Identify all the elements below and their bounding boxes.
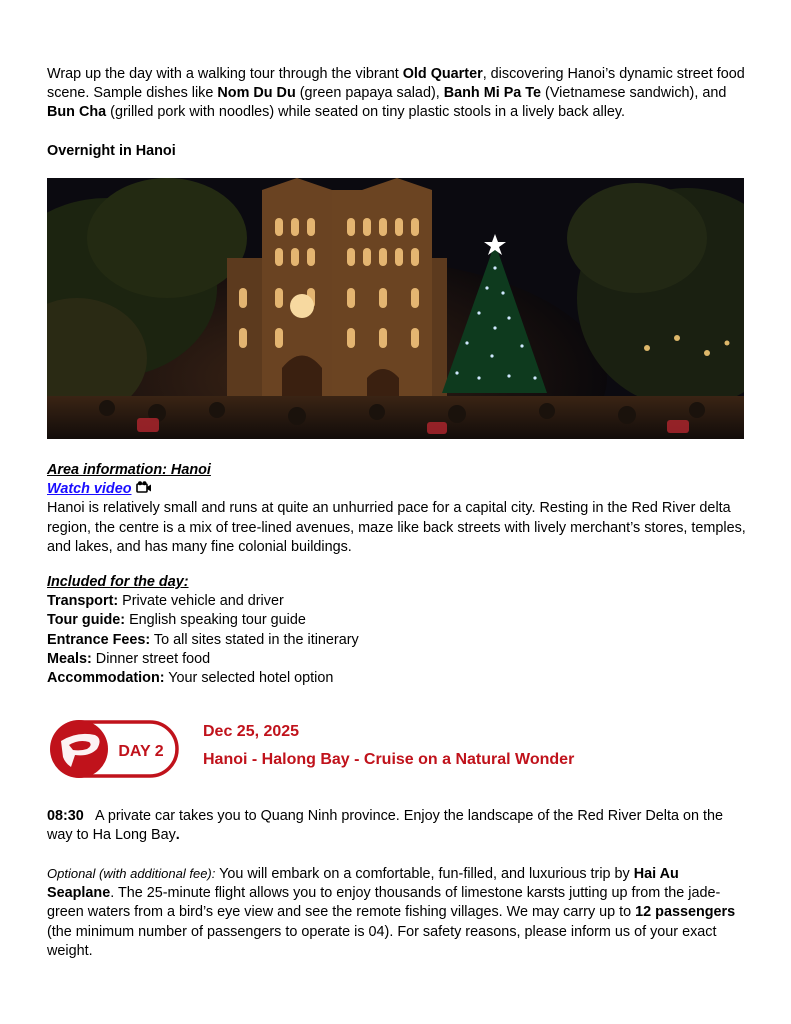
schedule-paragraph (47, 807, 747, 845)
included-value: Private vehicle and driver (118, 593, 284, 610)
dish-banh-mi: Banh Mi Pa Te (443, 85, 542, 102)
included-title: Included for the day: (47, 574, 189, 590)
area-information (47, 461, 747, 557)
dish-bun-cha: Bun Cha (47, 104, 107, 121)
day-badge-label: DAY 2 (118, 743, 164, 760)
included-label: Entrance Fees: (47, 631, 151, 648)
schedule-time: 08:30 (47, 808, 84, 824)
day-date: Dec 25, 2025 (203, 723, 300, 740)
overnight-heading: Overnight in Hanoi (47, 143, 176, 159)
schedule-text: A private car takes you to Quang Ninh province. Enjoy the landscape of the Red River Delta on the way to Ha Long Bay (47, 808, 727, 844)
included-value: English speaking tour guide (125, 612, 306, 629)
video-camera-icon[interactable] (136, 481, 152, 497)
old-quarter-bold: Old Quarter (402, 66, 483, 82)
intro-text: (grilled pork with noodles) while seated on tiny plastic stools in a lively back alley. (106, 104, 626, 121)
intro-paragraph (47, 65, 747, 123)
watch-video-row (47, 480, 747, 499)
included-item (47, 611, 747, 630)
included-label: Tour guide: (47, 612, 126, 629)
cathedral-night-photo (47, 178, 744, 439)
included-value: Dinner street food (91, 650, 211, 667)
area-description: Hanoi is relatively small and runs at quite an unhurried pace for a capital city. Resting in the Red River delta region, the centre is a mix of tree-lined avenues, maze like back streets with lively merchant’s stores, temples, and lakes, and has many fine colonial buildings. (47, 500, 746, 555)
passenger-count: 12 passengers (635, 904, 736, 921)
optional-text: (the minimum number of passengers to operate is 04). For safety reasons, please inform us of your exact weight. (47, 923, 717, 959)
seaplane-name: Hai Au Seaplane (47, 866, 679, 902)
optional-text: . The 25-minute flight allows you to enjoy thousands of limestone karsts jutting up from the jade-green waters from a bird’s eye view and see the remote fishing villages. We may carry up to (47, 885, 721, 921)
intro-text: (green papaya salad), (295, 85, 444, 102)
schedule-end: . (175, 827, 180, 844)
watch-video-link[interactable]: Watch video (47, 481, 132, 498)
area-title: Area information: Hanoi (47, 462, 211, 478)
dish-nom-du-du: Nom Du Du (217, 85, 296, 102)
intro-text: (Vietnamese sandwich), and (541, 85, 727, 102)
included-item (47, 631, 747, 650)
intro-text: , discovering Hanoi’s dynamic street food scene. Sample dishes like (47, 66, 745, 102)
day-title: Hanoi - Halong Bay - Cruise on a Natural Wonder (203, 751, 575, 768)
included-label: Transport: (47, 593, 119, 610)
optional-paragraph (47, 864, 747, 961)
included-value: Your selected hotel option (164, 670, 334, 687)
included-item (47, 592, 747, 611)
optional-text: You will embark on a comfortable, fun-filled, and luxurious trip by (215, 866, 634, 882)
included-item (47, 650, 747, 669)
included-value: To all sites stated in the itinerary (150, 631, 359, 648)
day-badge (47, 719, 181, 779)
included-label: Meals: (47, 650, 92, 667)
optional-label: Optional (with additional fee): (47, 866, 216, 881)
included-section (47, 573, 747, 688)
intro-text: Wrap up the day with a walking tour through the vibrant (47, 66, 403, 82)
included-label: Accommodation: (47, 670, 165, 687)
included-item (47, 669, 747, 688)
